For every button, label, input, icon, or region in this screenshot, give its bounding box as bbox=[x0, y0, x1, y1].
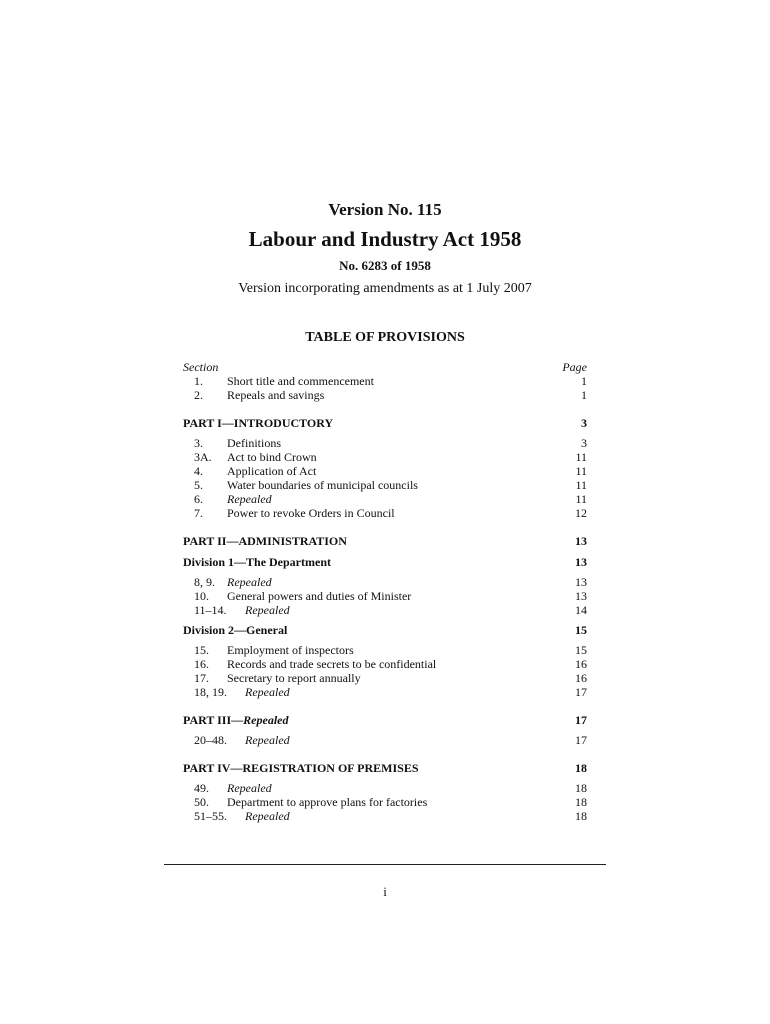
toc-entry[interactable] bbox=[183, 575, 587, 589]
part-title-repealed: Repealed bbox=[243, 713, 289, 727]
section-title: General powers and duties of Minister bbox=[227, 589, 412, 603]
page-ref: 11 bbox=[575, 478, 587, 492]
toc-entry[interactable] bbox=[183, 657, 587, 671]
toc-entry[interactable] bbox=[183, 388, 587, 402]
page-ref: 16 bbox=[575, 657, 587, 671]
toc-entry[interactable] bbox=[183, 733, 587, 747]
page-ref: 18 bbox=[575, 761, 587, 775]
part-title bbox=[183, 713, 288, 727]
section-number: 17. bbox=[194, 671, 209, 685]
section-number: 51–55. bbox=[194, 809, 227, 823]
act-number: No. 6283 of 1958 bbox=[339, 258, 431, 273]
section-title: Repealed bbox=[245, 685, 290, 699]
division-title: Division 2—General bbox=[183, 623, 288, 637]
section-number: 16. bbox=[194, 657, 209, 671]
toc-entry[interactable] bbox=[183, 374, 587, 388]
section-title: Repealed bbox=[227, 781, 272, 795]
page-ref: 18 bbox=[575, 795, 587, 809]
column-headers bbox=[183, 360, 587, 374]
section-number: 3A. bbox=[194, 450, 212, 464]
page-column-label: Page bbox=[562, 360, 587, 374]
toc-entry[interactable] bbox=[183, 506, 587, 520]
section-number: 8, 9. bbox=[194, 575, 215, 589]
incorporation-note: Version incorporating amendments as at 1 July 2007 bbox=[238, 281, 532, 296]
page-ref: 11 bbox=[575, 492, 587, 506]
section-title: Power to revoke Orders in Council bbox=[227, 506, 395, 520]
section-title: Repealed bbox=[245, 809, 290, 823]
page-ref: 13 bbox=[575, 555, 587, 569]
part-title: PART I—INTRODUCTORY bbox=[183, 416, 334, 430]
section-number: 7. bbox=[194, 506, 203, 520]
page-ref: 16 bbox=[575, 671, 587, 685]
page-ref: 13 bbox=[575, 589, 587, 603]
section-title: Repealed bbox=[245, 603, 290, 617]
part-title-prefix: PART III— bbox=[183, 713, 244, 727]
division-title: Division 1—The Department bbox=[183, 555, 331, 569]
page-ref: 13 bbox=[575, 534, 587, 548]
page-ref: 13 bbox=[575, 575, 587, 589]
toc-entry[interactable] bbox=[183, 450, 587, 464]
footer-divider bbox=[164, 864, 606, 865]
part-title: PART IV—REGISTRATION OF PREMISES bbox=[183, 761, 419, 775]
section-title: Repealed bbox=[227, 492, 272, 506]
toc-entry[interactable] bbox=[183, 589, 587, 603]
toc-entry[interactable] bbox=[183, 492, 587, 506]
page-ref: 1 bbox=[581, 374, 587, 388]
page-ref: 18 bbox=[575, 809, 587, 823]
section-number: 4. bbox=[194, 464, 203, 478]
part-heading[interactable] bbox=[183, 712, 587, 728]
section-title: Act to bind Crown bbox=[227, 450, 317, 464]
section-number: 1. bbox=[194, 374, 203, 388]
section-number: 20–48. bbox=[194, 733, 227, 747]
section-title: Repeals and savings bbox=[227, 388, 325, 402]
section-title: Secretary to report annually bbox=[227, 671, 361, 685]
toc-entry[interactable] bbox=[183, 685, 587, 699]
toc-entry[interactable] bbox=[183, 795, 587, 809]
toc-entry[interactable] bbox=[183, 671, 587, 685]
section-title: Records and trade secrets to be confidential bbox=[227, 657, 437, 671]
part-heading[interactable] bbox=[183, 533, 587, 549]
section-title: Definitions bbox=[227, 436, 281, 450]
part-heading[interactable] bbox=[183, 760, 587, 776]
page-ref: 18 bbox=[575, 781, 587, 795]
division-heading[interactable] bbox=[183, 622, 587, 638]
section-title: Water boundaries of municipal councils bbox=[227, 478, 418, 492]
toc-entry[interactable] bbox=[183, 464, 587, 478]
toc-title: TABLE OF PROVISIONS bbox=[305, 330, 465, 345]
toc-entry[interactable] bbox=[183, 436, 587, 450]
division-heading[interactable] bbox=[183, 554, 587, 570]
section-title: Application of Act bbox=[227, 464, 317, 478]
part-title: PART II—ADMINISTRATION bbox=[183, 534, 347, 548]
toc-entry[interactable] bbox=[183, 478, 587, 492]
section-column-label: Section bbox=[183, 360, 219, 374]
page-ref: 14 bbox=[575, 603, 587, 617]
section-title: Short title and commencement bbox=[227, 374, 374, 388]
page-ref: 17 bbox=[575, 685, 587, 699]
section-number: 10. bbox=[194, 589, 209, 603]
page-ref: 3 bbox=[581, 416, 587, 430]
section-number: 11–14. bbox=[194, 603, 227, 617]
section-title: Department to approve plans for factories bbox=[227, 795, 428, 809]
act-title: Labour and Industry Act 1958 bbox=[248, 227, 522, 251]
page-ref: 11 bbox=[575, 464, 587, 478]
page-ref: 11 bbox=[575, 450, 587, 464]
part-heading[interactable] bbox=[183, 415, 587, 431]
version-number: Version No. 115 bbox=[328, 200, 442, 219]
toc-entry[interactable] bbox=[183, 643, 587, 657]
section-title: Repealed bbox=[245, 733, 290, 747]
section-number: 49. bbox=[194, 781, 209, 795]
section-title: Employment of inspectors bbox=[227, 643, 354, 657]
toc-entry[interactable] bbox=[183, 603, 587, 617]
toc-entry[interactable] bbox=[183, 809, 587, 823]
page-number: i bbox=[383, 884, 387, 899]
page-ref: 3 bbox=[581, 436, 587, 450]
section-number: 6. bbox=[194, 492, 203, 506]
section-title: Repealed bbox=[227, 575, 272, 589]
page-ref: 12 bbox=[575, 506, 587, 520]
page-ref: 15 bbox=[575, 643, 587, 657]
page-ref: 17 bbox=[575, 713, 587, 727]
table-of-provisions bbox=[183, 360, 587, 823]
section-number: 50. bbox=[194, 795, 209, 809]
page-ref: 15 bbox=[575, 623, 587, 637]
section-number: 5. bbox=[194, 478, 203, 492]
section-number: 18, 19. bbox=[194, 685, 227, 699]
section-number: 2. bbox=[194, 388, 203, 402]
toc-entry[interactable] bbox=[183, 781, 587, 795]
section-number: 15. bbox=[194, 643, 209, 657]
page-ref: 17 bbox=[575, 733, 587, 747]
section-number: 3. bbox=[194, 436, 203, 450]
page-ref: 1 bbox=[581, 388, 587, 402]
